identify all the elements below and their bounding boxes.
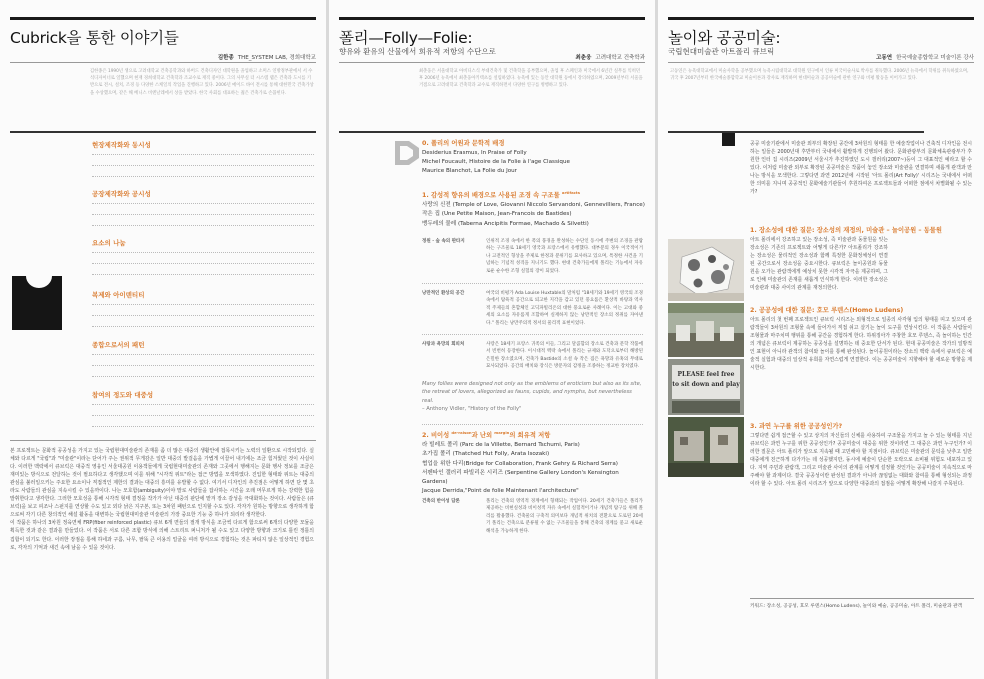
author-name: 김한종 <box>217 55 234 61</box>
subsection-text: 사랑은 18세기 프랑스 귀족의 이들, 그리고 달콤함의 장소로 건축과 문학 작품에서 빈번히 등장한다. 이시대적 맥락 속에서 폴리는 규제와 도덕으로부터 해방된 은밀한 장소였으며, 건축가 Bastide의 소설 속 작은 집은 욕망과 유혹의 무대로 묘사되었다. 공간의 배치와 장식은 방문자의 감정을 조종하는 정교한 장치였다. <box>486 342 643 370</box>
section-rule <box>10 131 316 133</box>
reference-line: Michel Foucault, Histoire de la Folie à l'age Classique <box>422 159 570 166</box>
divider <box>92 203 314 204</box>
section-1-heading <box>422 188 645 201</box>
divider <box>92 214 314 215</box>
park-image <box>668 303 744 357</box>
section-1 <box>422 188 645 229</box>
reference-line: 초가집 폴리 (Thatched Hut Folly, Arata Isozaki) <box>422 451 550 458</box>
page-title: 놀이와 공공미술: <box>668 29 781 47</box>
svg-text:PLEASE feel free: PLEASE feel free <box>677 371 735 378</box>
section-3-heading: 3. 과연 누구를 위한 공공성인가? <box>750 423 843 430</box>
author-line <box>876 53 974 61</box>
section-2-heading <box>422 428 645 441</box>
page-middle <box>329 0 655 679</box>
author-line <box>575 53 645 61</box>
subsection-label: 건축의 반이성 담론 <box>422 499 460 504</box>
subsection-text: 인위적 조경 속에서 한 폭의 풍경을 완성하는 수단인 동시에 주변의 조경을 관람하는 구조물로 18세기 영국과 프랑스에서 유행했다. 대부분의 경우 이국적이거나 고전적인 형상을 주제로 한정과 분위기를 묘사하고 있으며, 특정한 사건을 기념하는 기념적 성격을 지니기도 했다. 현대 건축가들에게 폴리는 기능에서 자유로운 순수한 조형 실험의 장이 되었다. <box>486 239 643 274</box>
folly-mark-graphic <box>395 141 419 165</box>
page-left <box>0 0 326 679</box>
divider <box>92 263 314 264</box>
author-rule <box>10 62 316 63</box>
keywords: 키워드: 장소성, 공공성, 호모 루덴스(Homo Ludens), 놀이와 예술, 공공미술, 아트 폴리, 미술관과 관객 <box>750 604 963 609</box>
divider <box>92 274 314 275</box>
divider <box>92 326 314 327</box>
sign-photo <box>668 359 744 415</box>
divider <box>92 426 314 427</box>
divider <box>92 304 314 305</box>
heading-superscript: margin <box>494 430 510 435</box>
quote-text: Many follies were designed not only as the emblems of eroticism but also as its site, the retreat of lovers, allegorized as fauns, cupids, and nymphs, but nevertheless real. <box>422 381 642 404</box>
heading-text: 1. 감성적 향유의 배경으로 사용된 조경 속 구조물 <box>422 192 560 200</box>
subsection-3 <box>422 341 643 371</box>
cubrick-sculpture-photo <box>668 239 744 301</box>
section-2-text: 아트 폴리의 첫 번째 프로젝트인 큐브릭 시리즈는 외형적으로 일종의 사각형 입의 형태를 띠고 있으며 관람객들이 3차원의 조형물 속에 들어가서 직접 쉬고 살기는 놀이 도구를 연상시킨다. 이 작품은 사람들이 조형물과 마주치며 행위를 통해 공간을 경험하게 한다. 하위징아가 주창한 호모 루덴스, 즉 놀이하는 인간의 개념은 큐브릭이 제공하는 공공성을 설명하는 데 중요한 단서가 된다. 현대 공공미술은 작가의 일방적인 표현이 아니라 관객의 참여와 놀이를 통해 완성된다. 놀이공원이라는 장소의 맥락 속에서 큐브릭은 예술적 실험과 대중의 일상적 유희를 자연스럽게 연결한다. 이는 공공미술이 지향해야 할 새로운 방향을 제시한다. <box>750 317 972 372</box>
heading-text: 2. 비이성 <box>422 432 450 440</box>
toc-item-6: 참여의 정도와 대중성 <box>92 391 154 399</box>
section-1 <box>750 226 972 292</box>
section-rule <box>668 131 924 133</box>
reference-line: 사랑의 신전 (Temple of Love, Giovanni Niccolo Servandoni, Gennevilliers, France) <box>422 202 645 209</box>
section-1-text: 아트 폴리에서 강조하고 있는 장소성, 즉 미술관과 동물원을 잇는 장소성은 기존의 프로젝트와 어떻게 다른가? 아트폴리가 강조하는 장소성은 물리적인 장소성과 함께 특정한 문화정체성이 연결된 공간으로서 장소성을 중요시한다. 큐브릭은 놀이공원과 동물원을 오가는 관람객에게 예상치 못한 시각적 자극을 제공하며, 그로 인해 미술관의 존재를 새롭게 인식하게 한다. 이러한 장소성은 미술관과 대중 사이의 관계를 재정의한다. <box>750 237 888 292</box>
section-0-heading: 0. 폴리의 어원과 문학적 배경 <box>422 140 505 147</box>
page-title: 폴리—Folly—Folie: <box>339 29 473 47</box>
subsection-2 <box>422 290 643 327</box>
divider <box>92 376 314 377</box>
divider <box>92 225 314 226</box>
subsection-text: 폴리는 건축의 영역적 경계에서 형태되는 작업이다. 20세기 건축가들은 폴리가 제공하는 비현실성과 비이성적 자유 속에서 실험적이거나 개념적 탐구를 위해 폴리를 활용했다. 건축물의 구축적 의미보다 개념적 위치의 전환으로 도로된 20세기 폴리는 건축으로 분류될 수 없는 구조물들을 통해 건축의 경계를 묻고 새로운 해석을 가능하게 한다. <box>486 499 643 534</box>
heading-text: 과 난외 <box>471 432 493 440</box>
divider <box>422 424 643 425</box>
park-installation-photo <box>668 303 744 357</box>
reference-line: 협업을 위한 다리(Bridge for Collaboration, Frank Gehry & Richard Serra) <box>422 460 618 467</box>
subsection-text: 여국의 비평가 Ada Louise Huxtable의 말처럼 "18세기와 19세기 영국의 조경 속에서 탐욕적 공간으로 퇴고한 지각을 감고 있던 풍요롭은 환상적 바탕과 역사적 주제들의 혼합체인 고딕파빌리온의 대한 풍요로운 사례이다. 이는 고대와 중세의 요소를 자유롭게 조합하여 실재하지 않는 낭만적인 장소의 정취를 자아낸다." 폴리는 낭만주의적 정서의 물리적 표현이었다. <box>486 291 643 326</box>
reference-line: Maurice Blanchot, La Folie du Jour <box>422 168 517 175</box>
divider <box>92 315 314 316</box>
author-affiliation: THE_SYSTEM LAB, 경희대학교 <box>237 55 316 61</box>
divider <box>92 404 314 405</box>
section-rule <box>339 131 645 133</box>
heading-superscript: de-raison <box>451 430 472 435</box>
heading-text: 의 희유적 저항 <box>509 432 551 440</box>
section-0 <box>422 139 645 177</box>
top-rule <box>668 17 974 20</box>
body-text: 본 프로젝트는 문화적 공공성을 가지고 있는 국립현대미술관의 존재를 좀 더 많은 대중의 생활안에 접목시키는 노력의 일환으로 시작되었다. 실체와 다르게 "국립"과 "미술관"이라는 단어가 주는 권위적 무게감은 일반 대중의 발걸음을 가볍게 이끌어 내기에는 조금 힘겨웠던 것이 사실이다. 이러한 맥락에서 큐브릭은 대중적 영웅인 서울대공원 이용객들에게 국립현대미술관의 존재와 그곳에서 행해지는 문화 행사 정보를 조금은 재미있는 방식으로 전달하는 것이 필요하다고 생각했으며 이를 위해 "시각적 위트"라는 접근 방법을 모색하였다. 진입한 형태와 위트는 대중의 관심을 불러일으키는 주요한 요소이나 직접적인 제한의 결과는 대중의 흥미를 유발할 수 없다. 여기서 디자인의 추진점은 어떻게 하면 단 몇 초라도 사람들의 관심을 지속시킬 수 있을까이다. 나는 모호함(ambiguity)이야 말로 사람들을 잡사하는 시간을 오래 머무르게 하는 강력한 힘을 발휘한다고 생각한다. 그러한 모호성을 통해 시각적 형태 결정을 작가가 아닌 대중의 판단에 맡겨 장소 감성을 극대화하는 것이다. 사람들은 (큐브릭)을 보고 피조나 스펀지를 연상할 수도 있고 외다 낡은 지구본, 또는 3차원 패턴으로 인지할 수도 있다. 각자가 원하는 방향으로 생각하게 함으로써 각기 다른 창의적인 해설 활동을 대변하는 국립현대미술관 미술관의 가장 중요한 기능 중 하나가 되리라 생각한다. 이 작품은 하나의 3차원 정육면체 FRP(fiber reinforced plastic) 큐브 6개 면들의 절개 방식을 조금씩 다르게 함으로써 6개의 다양한 모듈을 획득한 것과 같은 결과를 만들었다. 이 작품은 서로 다른 조합 방식에 의해 스트리트 퍼니처가 될 수도 있고 다양한 방향과 크기로 틀린 정틀의 집합이 되기도 한다. 이러한 장점을 통해 하네과 구름, 나무, 팔뚝 큰 이용의 얼굴을 여러 방식으로 경험하는 것은 파티지 않은 일상적인 경험으로, 각자의 기억과 새긴 속에 남을 수 있을 것이다. <box>10 448 314 551</box>
author-name: 고동연 <box>876 55 893 61</box>
divider <box>422 283 643 284</box>
reference-line: 작은 집 (Une Petite Maison, Jean-Francois de Bastides) <box>422 211 572 218</box>
top-rule <box>339 17 645 20</box>
subsection-label: 정원 · 숲 속의 판타지 <box>422 239 465 244</box>
reference-line: Jacque Derrida,"Point de folie Maintenant l'architecture" <box>422 488 579 495</box>
reference-line: 서펜타인 갤러리 파빌리온 시리즈 (Serpentine Gallery London's Kensington Gardens) <box>422 469 619 485</box>
keywords-rule <box>750 598 974 599</box>
divider <box>92 365 314 366</box>
author-line <box>218 53 316 61</box>
toc-item-5: 종합으로서의 패턴 <box>92 341 145 349</box>
page-right <box>658 0 984 679</box>
section-2 <box>750 306 972 372</box>
section-2 <box>422 428 645 496</box>
author-rule <box>668 62 974 63</box>
divider <box>92 354 314 355</box>
divider <box>422 334 643 335</box>
toc-item-2: 공장제작화와 공시성 <box>92 190 151 198</box>
quote-attribution: – Anthony Vidler, "History of the Folly" <box>422 406 522 413</box>
author-affiliation: 고려대학교 건축학과 <box>595 55 645 61</box>
heading-superscript: artifacts <box>561 190 580 195</box>
page-subtitle: 향유와 환유의 산물에서 희유적 저항의 수단으로 <box>339 47 496 56</box>
author-abstract: 고동연은 뉴욕대학교에서 미술사학을 공부했으며 뉴욕시립대학교 대학원 연구에서 인류 미국미술사로 박사를 취득했다. 2006년 뉴욕에서 학위를 취득하였으며, 귀국 후 2007년부터 한국예술종합학교 미술이론과 강사로 재직하며 현대미술과 공공미술에 관한 연구와 비평 활동을 이어가고 있다. <box>670 69 969 82</box>
toc-item-4: 복제와 아이덴티티 <box>92 291 145 299</box>
section-3 <box>750 422 972 488</box>
sculpture-image <box>668 239 744 301</box>
section-3-text: 그렇다면 쉽게 접근할 수 있고 상지의 자신들의 신체를 사용하여 구조물을 가지고 놀 수 있는 형태를 지닌 큐브릭은 과연 누구를 위한 공공성인가? 공공미술이 대중을 위한 것이라면 그 대중은 과연 누구인가? 이러한 질문은 아트 폴리가 앞으로 지속될 때 고민해야 할 지점이다. 큐브릭은 미술관의 문턱을 낮추고 일반 대중에게 친근하게 다가가는 데 성공했지만, 동시에 예술이 단순한 오락으로 소비될 위험도 내포하고 있다. 지역 주민과 관람객, 그리고 미술관 사이의 관계를 어떻게 설정할 것인가는 공공미술이 지속적으로 마주해야 할 과제이다. 결국 공공성이란 완성된 결과가 아니라 끊임없는 대화와 참여를 통해 형성되는 과정이라 할 수 있다. 아트 폴리 시리즈가 앞으로 다양한 대중과의 접점을 어떻게 확장해 나갈지 주목된다. <box>750 433 972 488</box>
author-rule <box>339 62 645 63</box>
divider <box>92 415 314 416</box>
garden-image <box>668 417 744 477</box>
section-rule <box>10 440 316 441</box>
intro-text: 공공 미술기관에서 미술관 외부의 확장된 공간에 3차원의 형태를 한 예술작업이나 건축적 디자인을 전시하는 일들은 2000년대 후반부터 국내에서 활발하게 진행되어 왔다. 문화관광부의 문화체육관광부가 후원한 인터 집 시리즈(2009년 서울시가 추진하였던 도시 갤러리(2007~)등이 그 대표적인 예라고 할 수 있다. 이처럼 미술관 외부로 확장된 공공미술은 작품이 놓인 장소와 미술관을 연결하며 새롭게 관객과 만나는 방식을 모색한다. 그렇다면 과연 2012년에 시작된 '아트 폴리(Art Folly)' 시리즈는 국내에서 어떠한 의미를 지니며 공공적인 문화예술기관들이 후원하여온 프로젝트들과 어떠한 점에서 차별화될 수 있는가? <box>750 141 972 196</box>
reference-line: Desiderius Erasmus, In Praise of Folly <box>422 150 527 156</box>
page-title: Cubrick을 통한 이야기들 <box>10 29 179 47</box>
subsection-label: 낭만적인 환상의 공간 <box>422 291 465 296</box>
top-rule <box>10 17 316 20</box>
author-abstract: 김한종은 1990년 생으로 고려대학교 건축공학과와 하버드 건축디자인 대학원을 졸업하고 소머스 연방정부관에서 서 수석디자이너로 일했으며 현재 경희대학교 건축학과 조교수로 재직 중이다. 그의 사무실 더 시스템 랩은 건축과 도시를 기반으로 전시, 설치, 조경 등 다양한 스케일의 작업을 진행하고 있다. 2006년 메이드 바이 전시를 통해 대한민국 건축가상을 수상했으며, 같은 해 베니스 비엔날레에서 상을 받았다. 한국 사회를 대표하는 젊은 건축가로 손꼽힌다. <box>90 69 314 96</box>
black-square-mark <box>722 133 735 146</box>
subsection-label: 사랑과 욕망의 회피처 <box>422 342 465 347</box>
divider <box>92 252 314 253</box>
garden-pavilion-photo <box>668 417 744 477</box>
subsection-1 <box>422 238 643 275</box>
author-affiliation: 한국예술종합학교 미술이론 강사 <box>896 55 974 61</box>
author-abstract: 최춘웅은 서울대학교 아비디스식 부대건축가 및 건축학을 공부했으며, 졸업 후 스페인과 미국에서 6년간 실무를 익히던 후 2006년 뉴욕에서 최춘웅아키텍츠를 설립하였다. 뉴욕에 있는 동안 대학원 등에서 강의하였으며, 2009년부터 서울을 거점으로 고려대학교 건축학과 교수로 재직하면서 다양한 연구를 병행하고 있다. <box>419 69 643 89</box>
section-2-heading: 2. 공공성에 대한 질문: 호모 루덴스(Homo Ludens) <box>750 307 904 314</box>
pull-quote <box>422 380 643 414</box>
section-1-heading: 1. 장소성에 대한 질문: 장소성의 재정의, 미술관 – 놀이공원 – 동물원 <box>750 227 942 234</box>
reference-line: 라 빌레트 폴리 (Parc de la Villette, Bernard Tschumi, Paris) <box>422 442 580 449</box>
svg-text:to sit down and play: to sit down and play <box>672 381 740 388</box>
cube-mark-graphic <box>12 276 62 330</box>
divider <box>92 176 314 177</box>
sign-image <box>668 359 744 415</box>
toc-item-1: 현장제작화와 동시성 <box>92 141 151 149</box>
subsection-4 <box>422 498 643 535</box>
divider <box>92 154 314 155</box>
toc-item-3: 요소의 나눔 <box>92 239 126 247</box>
reference-line: 뱅두레의 물레 (Taberna Ancipitis Formae, Machado & Silvetti) <box>422 220 589 227</box>
page-subtitle: 국립현대미술관 아트폴리 큐브릭 <box>668 47 775 56</box>
author-name: 최춘웅 <box>575 55 592 61</box>
divider <box>92 165 314 166</box>
